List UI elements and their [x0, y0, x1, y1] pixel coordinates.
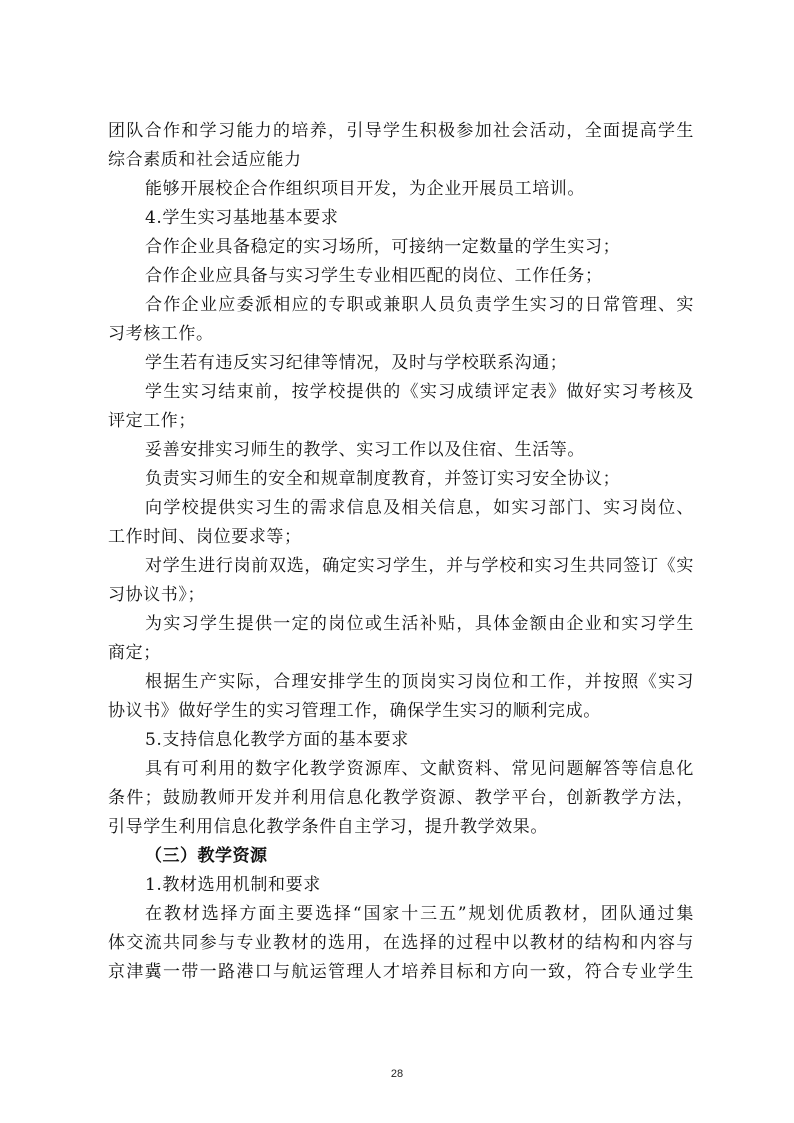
paragraph-line: 能够开展校企合作组织项目开发，为企业开展员工培训。 — [145, 179, 585, 199]
paragraph-line: 学生实习结束前，按学校提供的《实习成绩评定表》做好实习考核及 — [145, 382, 694, 402]
paragraph-line: 体交流共同参与专业教材的选用，在选择的过程中以教材的结构和内容与 — [108, 933, 694, 953]
page-number: 28 — [390, 1068, 404, 1080]
body-text — [108, 117, 694, 987]
paragraph-line: 合作企业应具备与实习学生专业相匹配的岗位、工作任务； — [145, 266, 603, 286]
paragraph-line: 负责实习师生的安全和规章制度教育，并签订实习安全协议； — [145, 469, 621, 489]
paragraph-line: 向学校提供实习生的需求信息及相关信息，如实习部门、实习岗位、 — [145, 498, 694, 518]
paragraph-line: 为实习学生提供一定的岗位或生活补贴，具体金额由企业和实习学生 — [145, 614, 694, 634]
paragraph-line: 合作企业具备稳定的实习场所，可接纳一定数量的学生实习； — [145, 237, 621, 257]
paragraph-line: 评定工作； — [108, 411, 196, 431]
paragraph-line: 京津冀一带一路港口与航运管理人才培养目标和方向一致，符合专业学生 — [108, 962, 694, 982]
paragraph-line: 具有可利用的数字化教学资源库、文献资料、常见问题解答等信息化 — [145, 759, 694, 779]
paragraph-line: 对学生进行岗前双选，确定实习学生，并与学校和实习生共同签订《实 — [145, 556, 694, 576]
paragraph-line: 条件；鼓励教师开发并利用信息化教学资源、教学平台，创新教学方法， — [108, 788, 694, 808]
section-subheading: 4.学生实习基地基本要求 — [145, 208, 339, 228]
paragraph-line: 在教材选择方面主要选择“国家十三五”规划优质教材，团队通过集 — [145, 904, 694, 924]
paragraph-line: 工作时间、岗位要求等； — [108, 527, 302, 547]
paragraph-line: 根据生产实际，合理安排学生的顶岗实习岗位和工作，并按照《实习 — [145, 672, 694, 692]
section-heading: （三）教学资源 — [145, 846, 268, 866]
paragraph-line: 学生若有违反实习纪律等情况，及时与学校联系沟通； — [145, 353, 568, 373]
paragraph-line: 团队合作和学习能力的培养，引导学生积极参加社会活动，全面提高学生 — [108, 121, 694, 141]
section-subheading: 5.支持信息化教学方面的基本要求 — [145, 730, 409, 750]
paragraph-line: 综合素质和社会适应能力 — [108, 150, 302, 170]
paragraph-line: 商定； — [108, 643, 161, 663]
paragraph-line: 妥善安排实习师生的教学、实习工作以及住宿、生活等。 — [145, 440, 585, 460]
paragraph-line: 习考核工作。 — [108, 324, 214, 344]
paragraph-line: 协议书》做好学生的实习管理工作，确保学生实习的顺利完成。 — [108, 701, 601, 721]
paragraph-line: 合作企业应委派相应的专职或兼职人员负责学生实习的日常管理、实 — [145, 295, 694, 315]
section-subheading: 1.教材选用机制和要求 — [145, 875, 321, 895]
paragraph-line: 习协议书》； — [108, 585, 206, 605]
paragraph-line: 引导学生利用信息化教学条件自主学习，提升教学效果。 — [108, 817, 548, 837]
